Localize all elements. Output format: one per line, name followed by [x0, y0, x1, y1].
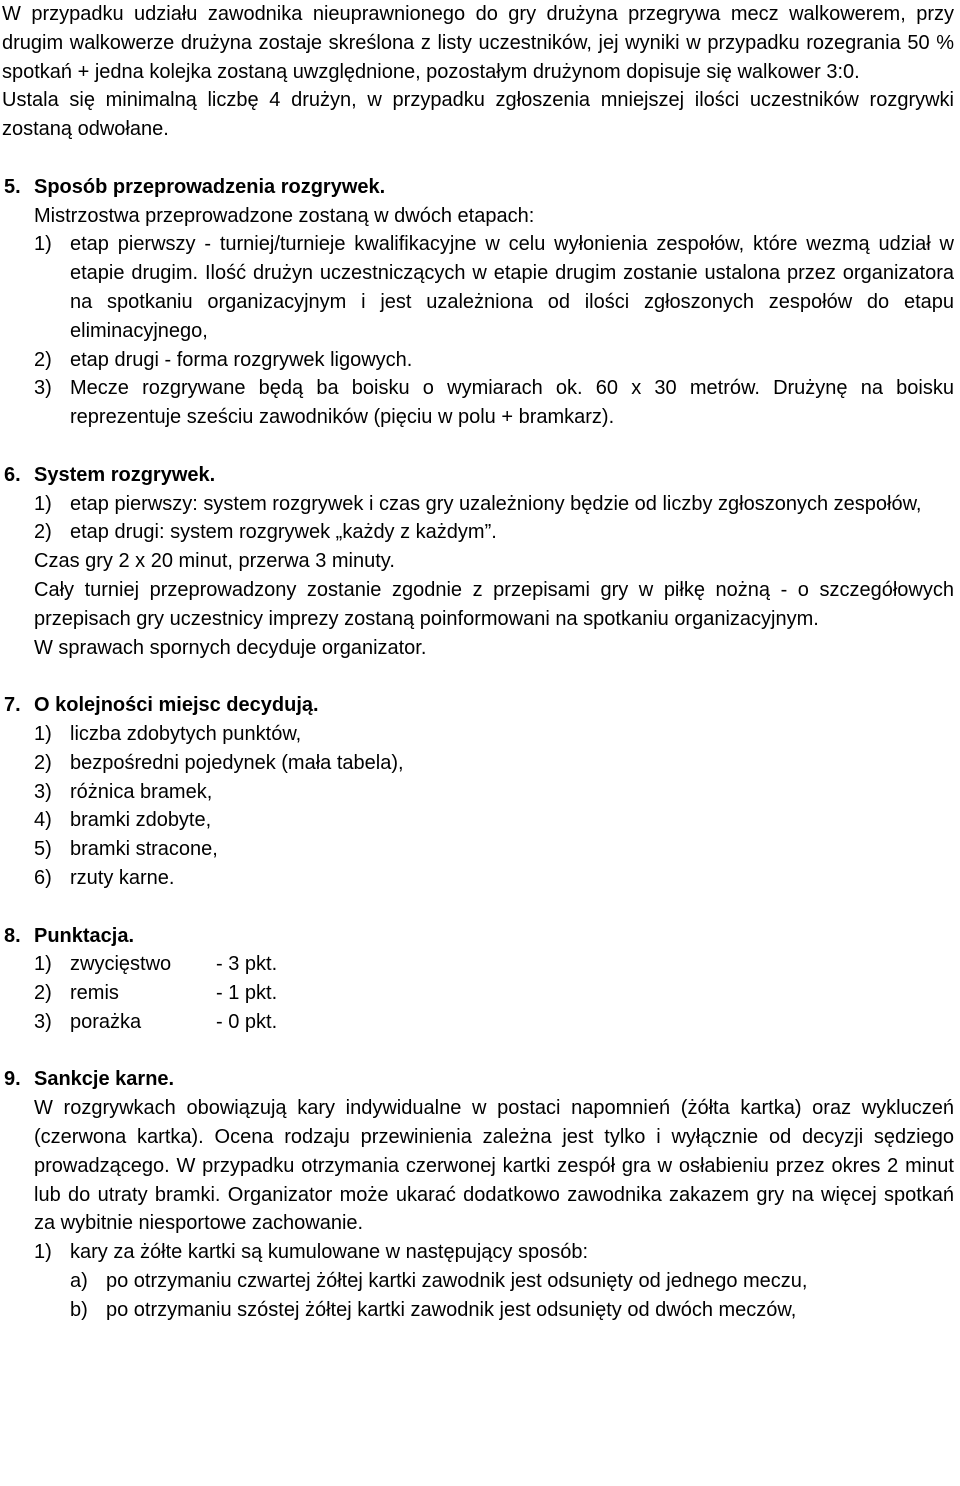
sub-list-item: [34, 1267, 954, 1296]
section-number: 7.: [4, 694, 21, 717]
section-5-list: [34, 230, 954, 432]
list-item-text: etap drugi: system rozgrywek „każdy z każdym”.: [70, 521, 497, 544]
list-item: [34, 346, 954, 375]
section-6-disputes: W sprawach spornych decyduje organizator.: [34, 636, 427, 659]
points-result: remis: [70, 982, 119, 1005]
section-5-heading: [4, 173, 954, 202]
points-value: - 1 pkt.: [216, 982, 278, 1005]
list-item-text: bezpośredni pojedynek (mała tabela),: [70, 751, 404, 774]
list-marker: 3): [34, 377, 52, 400]
section-7-list: [34, 720, 954, 893]
list-marker: 3): [34, 780, 52, 803]
list-item: [34, 749, 954, 778]
list-item-text: bramki zdobyte,: [70, 809, 212, 832]
list-item: [34, 490, 954, 519]
section-number: 9.: [4, 1068, 21, 1091]
list-item-text: etap pierwszy - turniej/turnieje kwalifikacyjne w celu wyłonienia zespołów, które wezmą udział w etapie drugim. Ilość drużyn uczestniczących w etapie drugim zostanie ustalona przez organizatora na spotkaniu organizacyjnym i jest uzależniona od ilości zgłoszonych zespołów do etapu eliminacyjnego,: [70, 233, 954, 342]
list-marker: 3): [34, 1010, 52, 1033]
list-item-text: różnica bramek,: [70, 780, 213, 803]
points-row: [34, 1008, 954, 1037]
list-item: [34, 806, 954, 835]
list-item: [34, 835, 954, 864]
list-marker: b): [70, 1298, 88, 1321]
list-marker: 1): [34, 953, 52, 976]
list-item: [34, 518, 954, 547]
section-7-heading: [4, 691, 954, 720]
list-marker: 1): [34, 1241, 52, 1264]
spacer: [34, 1037, 954, 1066]
points-row: [34, 979, 954, 1008]
intro-paragraph-walkover: W przypadku udziału zawodnika nieuprawnionego do gry drużyna przegrywa mecz walkowerem, przy drugim walkowerze drużyna zostaje skreślona z listy uczestników, jej wyniki w przypadku rozegrania 50 % spotkań + jedna kolejka zostaną uwzględnione, pozostałym drużynom dopisuje się walkower 3:0.: [2, 3, 954, 83]
section-title: Sposób przeprowadzenia rozgrywek.: [34, 175, 386, 198]
list-item-text: kary za żółte kartki są kumulowane w następujący sposób:: [70, 1241, 589, 1264]
section-9-paragraph: W rozgrywkach obowiązują kary indywidualne w postaci napomnień (żółta kartka) oraz wykluczeń (czerwona kartka). Ocena rodzaju przewinienia zależna jest tylko i wyłącznie od decyzji sędziego prowadzącego. W przypadku otrzymania czerwonej kartki zespół gra w osłabieniu przez okres 2 minut lub do utraty bramki. Organizator może ukarać dodatkowo zawodnika zakazem gry na więcej spotkań za wybitnie niesportowe zachowanie.: [34, 1097, 954, 1235]
list-marker: 2): [34, 982, 52, 1005]
list-marker: 1): [34, 492, 52, 515]
list-item: [34, 1238, 954, 1267]
list-item-text: po otrzymaniu szóstej żółtej kartki zawodnik jest odsunięty od dwóch meczów,: [106, 1298, 797, 1321]
points-value: - 0 pkt.: [216, 1010, 278, 1033]
section-number: 5.: [4, 175, 21, 198]
list-marker: 4): [34, 809, 52, 832]
points-result: zwycięstwo: [70, 953, 172, 976]
list-item-text: Mecze rozgrywane będą ba boisku o wymiarach ok. 60 x 30 metrów. Drużynę na boisku reprezentuje sześciu zawodników (pięciu w polu + bramkarz).: [70, 377, 954, 429]
section-6-rules: Cały turniej przeprowadzony zostanie zgodnie z przepisami gry w piłkę nożną - o szczegółowych przepisach gry uczestnicy imprezy zostaną poinformowani na spotkaniu organizacyjnym.: [34, 578, 954, 630]
section-title: O kolejności miejsc decydują.: [34, 694, 319, 717]
section-6-match-time: Czas gry 2 x 20 minut, przerwa 3 minuty.: [34, 550, 395, 573]
points-value: - 3 pkt.: [216, 953, 278, 976]
list-item: [34, 778, 954, 807]
list-item: [34, 720, 954, 749]
points-table: [34, 950, 954, 1036]
list-marker: 2): [34, 521, 52, 544]
list-marker: 2): [34, 751, 52, 774]
list-marker: 6): [34, 866, 52, 889]
section-8-heading: [4, 922, 954, 951]
section-title: Punktacja.: [34, 924, 135, 947]
spacer: [34, 144, 954, 173]
list-item: [34, 374, 954, 432]
section-6-heading: [4, 461, 954, 490]
intro-paragraph-minimum-teams: Ustala się minimalną liczbę 4 drużyn, w przypadku zgłoszenia mniejszej ilości uczestników rozgrywki zostaną odwołane.: [2, 89, 954, 141]
list-marker: 2): [34, 348, 52, 371]
list-marker: a): [70, 1270, 88, 1293]
list-item-text: bramki stracone,: [70, 838, 218, 861]
section-number: 8.: [4, 924, 21, 947]
list-item-text: po otrzymaniu czwartej żółtej kartki zawodnik jest odsunięty od jednego meczu,: [106, 1270, 808, 1293]
sub-list-item: [34, 1296, 954, 1325]
list-item-text: liczba zdobytych punktów,: [70, 722, 302, 745]
list-marker: 1): [34, 722, 52, 745]
spacer: [34, 893, 954, 922]
list-item: [34, 864, 954, 893]
section-title: Sankcje karne.: [34, 1068, 175, 1091]
list-marker: 5): [34, 838, 52, 861]
section-9-heading: [4, 1065, 954, 1094]
list-item-text: etap drugi - forma rozgrywek ligowych.: [70, 348, 413, 371]
points-row: [34, 950, 954, 979]
points-result: porażka: [70, 1010, 142, 1033]
spacer: [34, 432, 954, 461]
spacer: [34, 662, 954, 691]
section-number: 6.: [4, 463, 21, 486]
section-title: System rozgrywek.: [34, 463, 216, 486]
section-6-list: [34, 490, 954, 548]
list-item: [34, 230, 954, 345]
list-item-text: rzuty karne.: [70, 866, 175, 889]
list-marker: 1): [34, 233, 52, 256]
section-5-lead: Mistrzostwa przeprowadzone zostaną w dwóch etapach:: [34, 204, 535, 227]
list-item-text: etap pierwszy: system rozgrywek i czas gry uzależniony będzie od liczby zgłoszonych zespołów,: [70, 492, 922, 515]
